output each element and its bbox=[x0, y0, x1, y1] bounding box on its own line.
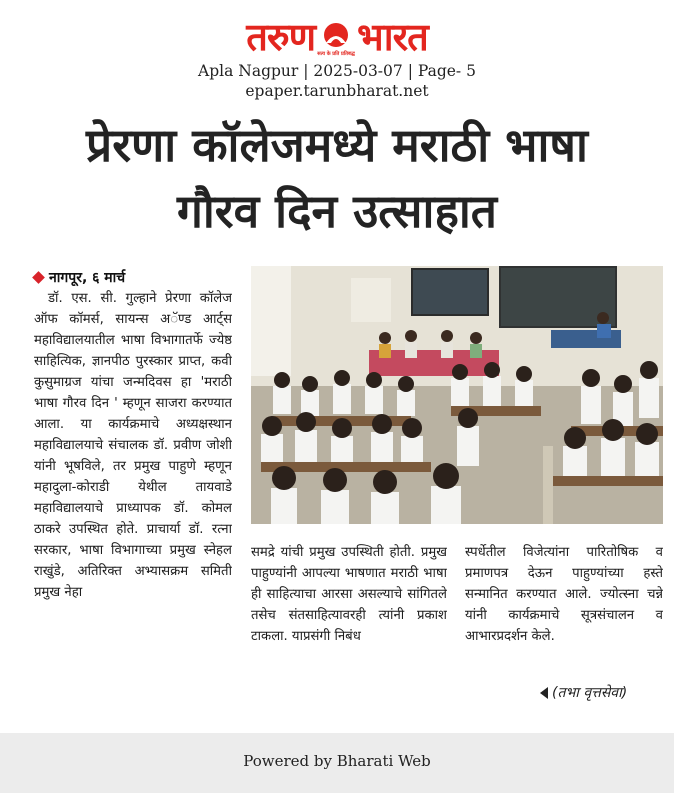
article-column-1: डॉ. एस. सी. गुल्हाने प्रेरणा कॉलेज ऑफ कॉमर्स, सायन्स अॅण्ड आर्ट्स महाविद्यालयातील भाषा विभागातर्फे ज्येष्ठ साहित्यिक, ज्ञानपीठ पुरस्कार प्राप्त, कवी कुसुमाग्रज यांचा जन्मदिवस हा 'मराठी भाषा गौरव दिन ' म्हणून साजरा करण्यात आला. या कार्यक्रमाचे अध्यक्षस्थान महाविद्यालयाचे संचालक डॉ. प्रवीण जोशी यांनी भूषविले, तर प्रमुख पाहुणे म्हणून महादुला-कोराडी येथील तायवाडे महाविद्यालयाचे प्राध्यापक डॉ. कोमल ठाकरे उपस्थित होते. प्राचार्या डॉ. रत्ना सरकार, भाषा विभागाच्या प्रमुख स्नेहल राखुंडे, अतिरिक्त अभ्यासक्रम समिती प्रमुख नेहा bbox=[34, 291, 232, 600]
footer-powered-by[interactable]: Powered by Bharati Web bbox=[243, 752, 431, 770]
article-column-2: समद्रे यांची प्रमुख उपस्थिती होती. प्रमुख पाहुण्यांनी आपल्या भाषणात मराठी भाषा ही साहित्याचा आरसा असल्याचे सांगितले तसेच संतसाहित्यावरही त्यांनी प्रकाश टाकला. याप्रसंगी निबंध bbox=[251, 545, 447, 644]
newspaper-logo[interactable] bbox=[246, 14, 428, 60]
article-credit bbox=[540, 683, 627, 702]
logo-text-right: भारत bbox=[357, 15, 428, 59]
article-photo bbox=[251, 266, 663, 524]
headline-line-2: गौरव दिन उत्साहात bbox=[176, 184, 498, 238]
logo-text-left: तरुण bbox=[246, 15, 316, 59]
dateline-text: नागपूर, ६ मार्च bbox=[49, 270, 126, 286]
article-column-3: स्पर्धेतील विजेत्यांना पारितोषिक व प्रमाणपत्र देऊन पाहुण्यांच्या हस्ते सन्मानित करण्यात आले. ज्योत्स्ना चन्ने यांनी कार्यक्रमाचे सूत्रसंचालन व आभारप्रदर्शन केले. bbox=[465, 545, 663, 644]
dateline bbox=[34, 268, 125, 287]
edition-line: Apla Nagpur | 2025-03-07 | Page- 5 bbox=[198, 62, 476, 80]
article-headline bbox=[20, 112, 654, 244]
headline-line-1: प्रेरणा कॉलेजमध्ये मराठी भाषा bbox=[86, 118, 588, 172]
lotus-emblem-icon bbox=[319, 17, 353, 57]
triangle-left-icon bbox=[540, 687, 548, 699]
diamond-bullet-icon bbox=[32, 271, 45, 284]
masthead bbox=[0, 14, 674, 60]
logo-tagline: सत्य के प्रति प्रतिबद्ध bbox=[317, 51, 355, 57]
credit-text: (तभा वृत्तसेवा) bbox=[552, 685, 628, 701]
site-url[interactable]: epaper.tarunbharat.net bbox=[245, 82, 429, 100]
